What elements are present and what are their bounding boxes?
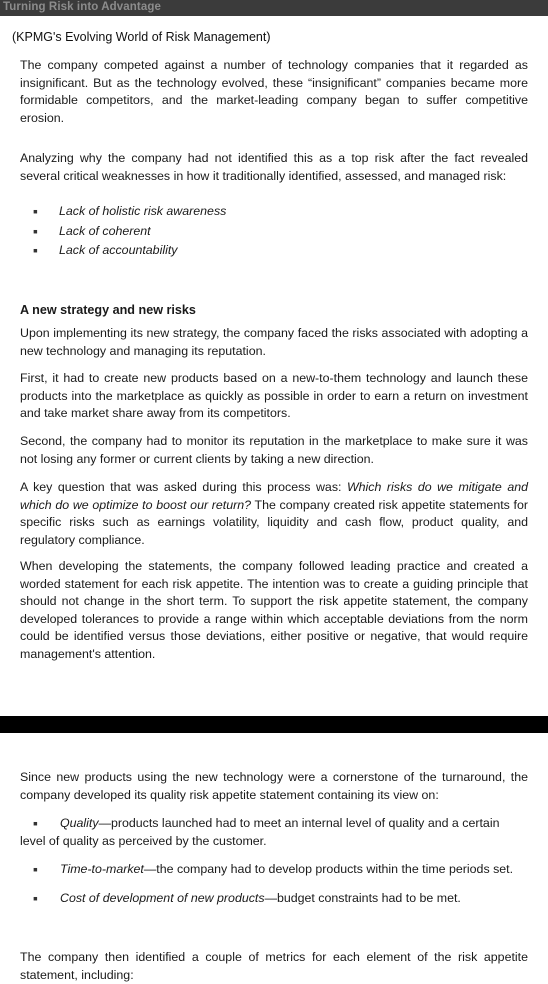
intro-paragraph-2-block bbox=[20, 150, 528, 185]
quality-element-item bbox=[20, 890, 528, 908]
bullet-icon: ▪ bbox=[33, 203, 38, 219]
weakness-item-text: Lack of accountability bbox=[59, 243, 178, 257]
section-heading: A new strategy and new risks bbox=[20, 303, 196, 317]
document-title-bar bbox=[0, 0, 548, 16]
weakness-item bbox=[20, 202, 528, 222]
key-question: Which risks do we mitigate and which do we optimize to boost our return? bbox=[20, 480, 528, 512]
weakness-list-block bbox=[20, 202, 528, 261]
weakness-item bbox=[20, 222, 528, 242]
document-title: Turning Risk into Advantage bbox=[3, 1, 161, 13]
strategy-paragraph-1-block bbox=[20, 325, 528, 360]
weakness-item bbox=[20, 241, 528, 261]
strategy-paragraph-3: Second, the company had to monitor its reputation in the marketplace to make sure it was not losing any former or current clients by taking a new direction. bbox=[20, 434, 528, 466]
bullet-icon: ▪ bbox=[33, 242, 38, 258]
intro-paragraph-2: Analyzing why the company had not identified this as a top risk after the fact revealed several critical weaknesses in how it traditionally identified, assessed, and managed risk: bbox=[20, 151, 528, 183]
bullet-icon: ▪ bbox=[33, 861, 38, 877]
bullet-icon: ▪ bbox=[33, 222, 38, 239]
quality-paragraph-1-block bbox=[20, 769, 528, 804]
quality-element-text: —products launched had to meet an internal level of quality and a certain level of quality as perceived by the customer. bbox=[20, 816, 500, 848]
page-divider bbox=[0, 716, 548, 733]
strategy-paragraph-1: Upon implementing its new strategy, the company faced the risks associated with adopting a new technology and managing its reputation. bbox=[20, 326, 528, 358]
quality-paragraph-1: Since new products using the new technology were a cornerstone of the turnaround, the company developed its quality risk appetite statement containing its view on: bbox=[20, 770, 528, 802]
quality-element-item bbox=[20, 861, 528, 879]
strategy-paragraph-3-block bbox=[20, 433, 528, 468]
key-question-rest: The company created risk appetite statements for specific risks such as earnings volatility, liquidity and cash flow, product quality, and regulatory compliance. bbox=[20, 497, 528, 547]
quality-element-list bbox=[20, 815, 528, 907]
key-question-lead: A key question that was asked during this process was: bbox=[20, 480, 347, 494]
quality-element-term: Time-to-market bbox=[60, 862, 144, 876]
quality-element-text: —the company had to develop products within the time periods set. bbox=[143, 862, 514, 876]
quality-paragraph-2: The company then identified a couple of metrics for each element of the risk appetite statement, including: bbox=[20, 950, 528, 982]
quality-element-item bbox=[20, 815, 528, 850]
strategy-paragraph-2-block bbox=[20, 370, 528, 423]
strategy-paragraph-5: When developing the statements, the company followed leading practice and created a worded statement for each risk appetite. The intention was to create a guiding principle that should not change in the short term. To support the risk appetite statement, the company developed tolerances to provide a range within which acceptable deviations from the norm could be identified versus those deviations, either positive or negative, that would require management's attention. bbox=[20, 559, 528, 661]
intro-paragraph-1-block bbox=[20, 57, 528, 127]
quality-element-term: Quality bbox=[60, 816, 99, 830]
weakness-item-text: Lack of coherent bbox=[59, 223, 151, 238]
quality-paragraph-2-block bbox=[20, 949, 528, 984]
quality-list-block bbox=[20, 815, 528, 918]
weakness-list bbox=[20, 202, 528, 261]
intro-paragraph-1: The company competed against a number of technology companies that it regarded as insignificant. But as the technology evolved, these “insignificant” companies became more formidable competitors, and the market-leading company began to suffer competitive erosion. bbox=[20, 58, 528, 125]
strategy-paragraph-5-block bbox=[20, 558, 528, 663]
strategy-paragraph-2: First, it had to create new products based on a new-to-them technology and launch these products into the marketplace as quickly as possible in order to earn a return on investment and take market share away from its competitors. bbox=[20, 371, 528, 420]
bullet-icon: ▪ bbox=[33, 815, 38, 831]
strategy-paragraph-4-block bbox=[20, 479, 528, 549]
quality-element-text: —budget constraints had to be met. bbox=[264, 890, 461, 905]
weakness-item-text: Lack of holistic risk awareness bbox=[59, 204, 227, 218]
document-subtitle: (KPMG's Evolving World of Risk Management) bbox=[12, 30, 271, 44]
strategy-paragraph-4 bbox=[20, 479, 528, 549]
strategy-heading-block bbox=[20, 302, 528, 319]
quality-element-term: Cost of development of new products bbox=[60, 890, 265, 905]
bullet-icon: ▪ bbox=[33, 889, 38, 906]
